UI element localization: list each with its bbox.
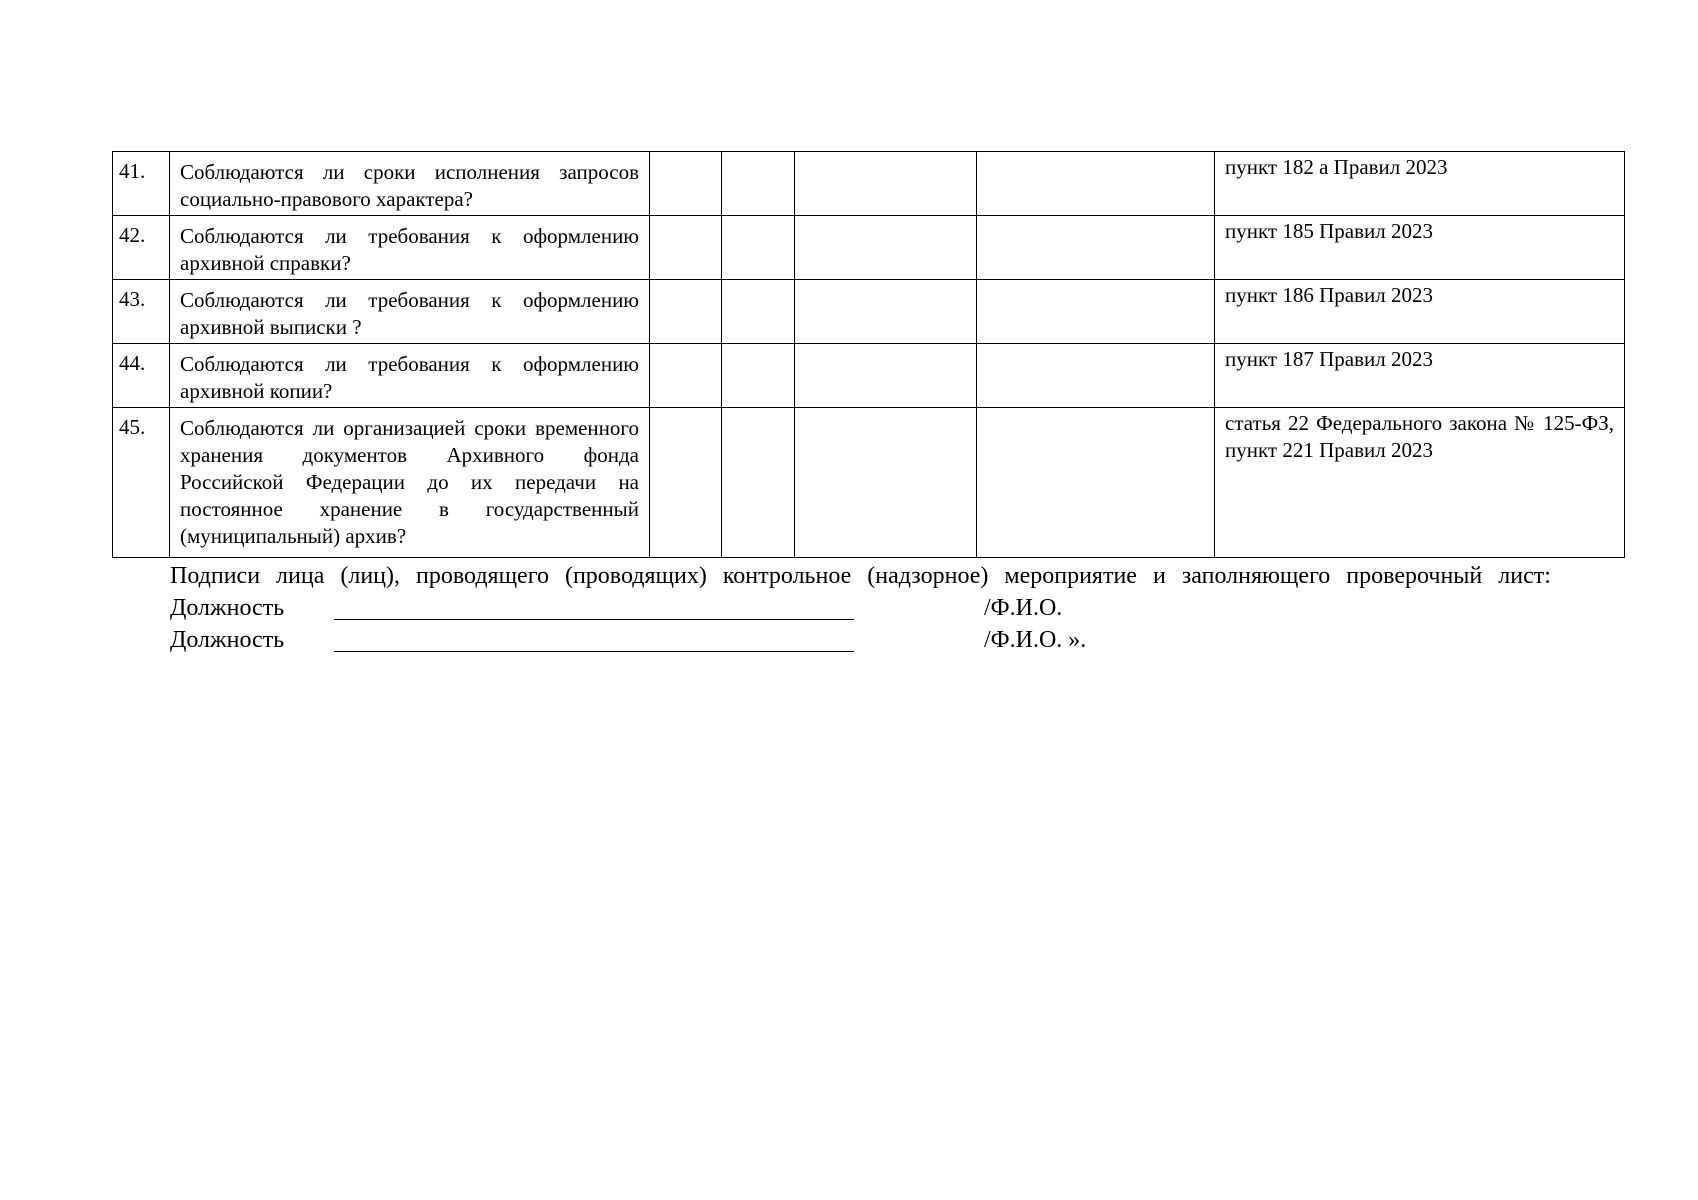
answer-not-applicable-cell[interactable] xyxy=(795,408,977,558)
answer-no-cell[interactable] xyxy=(722,152,795,216)
requirement-question: Соблюдаются ли требования к оформлению архивной справки? xyxy=(170,216,650,280)
full-name-label: /Ф.И.О. xyxy=(984,595,1063,621)
requirement-question: Соблюдаются ли сроки исполнения запросов социально-правового характера? xyxy=(170,152,650,216)
answer-not-applicable-cell[interactable] xyxy=(795,152,977,216)
requirement-question: Соблюдаются ли требования к оформлению архивной копии? xyxy=(170,344,650,408)
legal-reference: пункт 182 а Правил 2023 xyxy=(1215,152,1625,216)
row-number: 45. xyxy=(113,408,170,558)
answer-not-applicable-cell[interactable] xyxy=(795,280,977,344)
answer-yes-cell[interactable] xyxy=(650,152,722,216)
answer-not-applicable-cell[interactable] xyxy=(795,344,977,408)
signature-line xyxy=(112,592,1600,624)
answer-no-cell[interactable] xyxy=(722,280,795,344)
signatures-section xyxy=(112,560,1600,656)
full-name-label: /Ф.И.О. ». xyxy=(984,627,1087,653)
position-label: Должность xyxy=(170,595,285,621)
row-number: 41. xyxy=(113,152,170,216)
note-cell[interactable] xyxy=(977,280,1215,344)
table-row xyxy=(113,408,1625,558)
answer-yes-cell[interactable] xyxy=(650,216,722,280)
note-cell[interactable] xyxy=(977,344,1215,408)
answer-no-cell[interactable] xyxy=(722,408,795,558)
table-row xyxy=(113,216,1625,280)
legal-reference: пункт 186 Правил 2023 xyxy=(1215,280,1625,344)
signature-line xyxy=(112,624,1600,656)
signature-blank[interactable] xyxy=(334,651,854,652)
row-number: 44. xyxy=(113,344,170,408)
position-label: Должность xyxy=(170,627,285,653)
table-row xyxy=(113,280,1625,344)
answer-no-cell[interactable] xyxy=(722,216,795,280)
signature-blank[interactable] xyxy=(334,619,854,620)
requirement-question: Соблюдаются ли организацией сроки временного хранения документов Архивного фонда Российской Федерации до их передачи на постоянное хранение в государственный (муниципальный) архив? xyxy=(170,408,650,558)
row-number: 43. xyxy=(113,280,170,344)
answer-no-cell[interactable] xyxy=(722,344,795,408)
legal-reference: пункт 187 Правил 2023 xyxy=(1215,344,1625,408)
checklist-table xyxy=(112,151,1625,558)
note-cell[interactable] xyxy=(977,408,1215,558)
requirement-question: Соблюдаются ли требования к оформлению архивной выписки ? xyxy=(170,280,650,344)
signatures-intro: Подписи лица (лиц), проводящего (проводящих) контрольное (надзорное) мероприятие и заполняющего проверочный лист: xyxy=(170,563,1551,589)
answer-yes-cell[interactable] xyxy=(650,280,722,344)
legal-reference: статья 22 Федерального закона № 125-ФЗ, пункт 221 Правил 2023 xyxy=(1215,408,1625,558)
table-row xyxy=(113,344,1625,408)
answer-yes-cell[interactable] xyxy=(650,344,722,408)
note-cell[interactable] xyxy=(977,152,1215,216)
table-row xyxy=(113,152,1625,216)
answer-yes-cell[interactable] xyxy=(650,408,722,558)
row-number: 42. xyxy=(113,216,170,280)
note-cell[interactable] xyxy=(977,216,1215,280)
answer-not-applicable-cell[interactable] xyxy=(795,216,977,280)
legal-reference: пункт 185 Правил 2023 xyxy=(1215,216,1625,280)
